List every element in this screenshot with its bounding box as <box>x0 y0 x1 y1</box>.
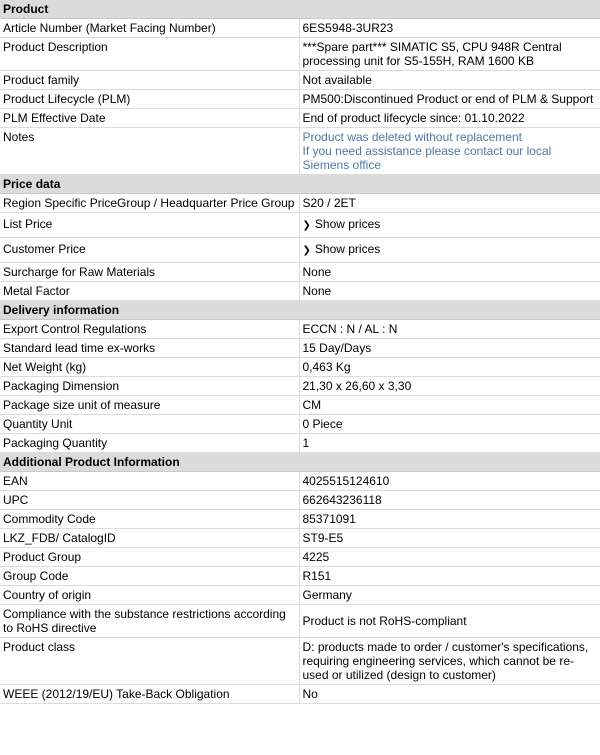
row-value: CM <box>299 396 600 415</box>
section-product <box>0 0 600 19</box>
row-value <box>299 213 600 238</box>
row-value: None <box>299 282 600 301</box>
row-product-lifecycle <box>0 90 600 109</box>
row-value: Product is not RoHS-compliant <box>299 605 600 638</box>
row-label: Surcharge for Raw Materials <box>0 263 299 282</box>
row-ean <box>0 472 600 491</box>
row-metal-factor <box>0 282 600 301</box>
row-label: Region Specific PriceGroup / Headquarter Price Group <box>0 194 299 213</box>
row-label: Product Description <box>0 38 299 71</box>
row-value: D: products made to order / customer's specifications, requiring engineering services, which cannot be re-used or utilized (design to customer) <box>299 638 600 685</box>
row-product-description <box>0 38 600 71</box>
section-title: Additional Product Information <box>0 453 600 472</box>
row-label: Package size unit of measure <box>0 396 299 415</box>
row-label: Country of origin <box>0 586 299 605</box>
row-value: 662643236118 <box>299 491 600 510</box>
row-customer-price <box>0 238 600 263</box>
row-label: Group Code <box>0 567 299 586</box>
row-label: PLM Effective Date <box>0 109 299 128</box>
row-value <box>299 238 600 263</box>
row-label: Packaging Dimension <box>0 377 299 396</box>
row-commodity-code <box>0 510 600 529</box>
notes-deleted-text: Product was deleted without replacement <box>302 130 522 144</box>
row-rohs-compliance <box>0 605 600 638</box>
row-lkz-catalog-id <box>0 529 600 548</box>
row-notes <box>0 128 600 175</box>
row-net-weight <box>0 358 600 377</box>
row-value: PM500:Discontinued Product or end of PLM & Support <box>299 90 600 109</box>
row-value: None <box>299 263 600 282</box>
row-value: 4025515124610 <box>299 472 600 491</box>
notes-contact-link[interactable]: If you need assistance please contact our local Siemens office <box>302 144 552 172</box>
row-article-number <box>0 19 600 38</box>
row-value: 6ES5948-3UR23 <box>299 19 600 38</box>
row-value: ST9-E5 <box>299 529 600 548</box>
section-price-data <box>0 175 600 194</box>
section-title: Product <box>0 0 600 19</box>
section-delivery-information <box>0 301 600 320</box>
row-label: WEEE (2012/19/EU) Take-Back Obligation <box>0 685 299 704</box>
row-quantity-unit <box>0 415 600 434</box>
row-value: ***Spare part*** SIMATIC S5, CPU 948R Central processing unit for S5-155H, RAM 1600 KB <box>299 38 600 71</box>
row-label: Net Weight (kg) <box>0 358 299 377</box>
section-additional-information <box>0 453 600 472</box>
row-plm-effective-date <box>0 109 600 128</box>
row-lead-time <box>0 339 600 358</box>
row-group-code <box>0 567 600 586</box>
row-product-family <box>0 71 600 90</box>
row-region-price-group <box>0 194 600 213</box>
row-label: Metal Factor <box>0 282 299 301</box>
show-customer-prices-link[interactable] <box>303 242 381 256</box>
row-label: Compliance with the substance restrictions according to RoHS directive <box>0 605 299 638</box>
row-label: Product class <box>0 638 299 685</box>
row-value: 4225 <box>299 548 600 567</box>
row-label: Quantity Unit <box>0 415 299 434</box>
row-value: 21,30 x 26,60 x 3,30 <box>299 377 600 396</box>
chevron-right-icon: ❯ <box>302 245 311 256</box>
row-list-price <box>0 213 600 238</box>
row-label: UPC <box>0 491 299 510</box>
row-label: Commodity Code <box>0 510 299 529</box>
row-value: Not available <box>299 71 600 90</box>
row-packaging-dimension <box>0 377 600 396</box>
row-label: LKZ_FDB/ CatalogID <box>0 529 299 548</box>
row-country-of-origin <box>0 586 600 605</box>
row-packaging-quantity <box>0 434 600 453</box>
row-value <box>299 128 600 175</box>
row-package-size-unit <box>0 396 600 415</box>
row-upc <box>0 491 600 510</box>
row-surcharge <box>0 263 600 282</box>
row-label: Product Lifecycle (PLM) <box>0 90 299 109</box>
row-value: 85371091 <box>299 510 600 529</box>
row-value: Germany <box>299 586 600 605</box>
row-value: No <box>299 685 600 704</box>
row-label: Product Group <box>0 548 299 567</box>
row-product-group <box>0 548 600 567</box>
row-label: EAN <box>0 472 299 491</box>
row-value: ECCN : N / AL : N <box>299 320 600 339</box>
row-value: 15 Day/Days <box>299 339 600 358</box>
show-prices-label: Show prices <box>314 242 381 256</box>
row-value: End of product lifecycle since: 01.10.2022 <box>299 109 600 128</box>
row-export-control <box>0 320 600 339</box>
row-value: 0,463 Kg <box>299 358 600 377</box>
row-value: R151 <box>299 567 600 586</box>
section-title: Delivery information <box>0 301 600 320</box>
row-label: Article Number (Market Facing Number) <box>0 19 299 38</box>
row-label: Notes <box>0 128 299 175</box>
show-list-prices-link[interactable] <box>303 217 381 231</box>
row-product-class <box>0 638 600 685</box>
row-value: 1 <box>299 434 600 453</box>
row-label: Export Control Regulations <box>0 320 299 339</box>
chevron-right-icon: ❯ <box>302 220 311 231</box>
row-label: Standard lead time ex-works <box>0 339 299 358</box>
row-label: Packaging Quantity <box>0 434 299 453</box>
row-label: List Price <box>0 213 299 238</box>
section-title: Price data <box>0 175 600 194</box>
row-label: Product family <box>0 71 299 90</box>
row-value: 0 Piece <box>299 415 600 434</box>
row-label: Customer Price <box>0 238 299 263</box>
row-value: S20 / 2ET <box>299 194 600 213</box>
show-prices-label: Show prices <box>314 217 381 231</box>
row-weee <box>0 685 600 704</box>
